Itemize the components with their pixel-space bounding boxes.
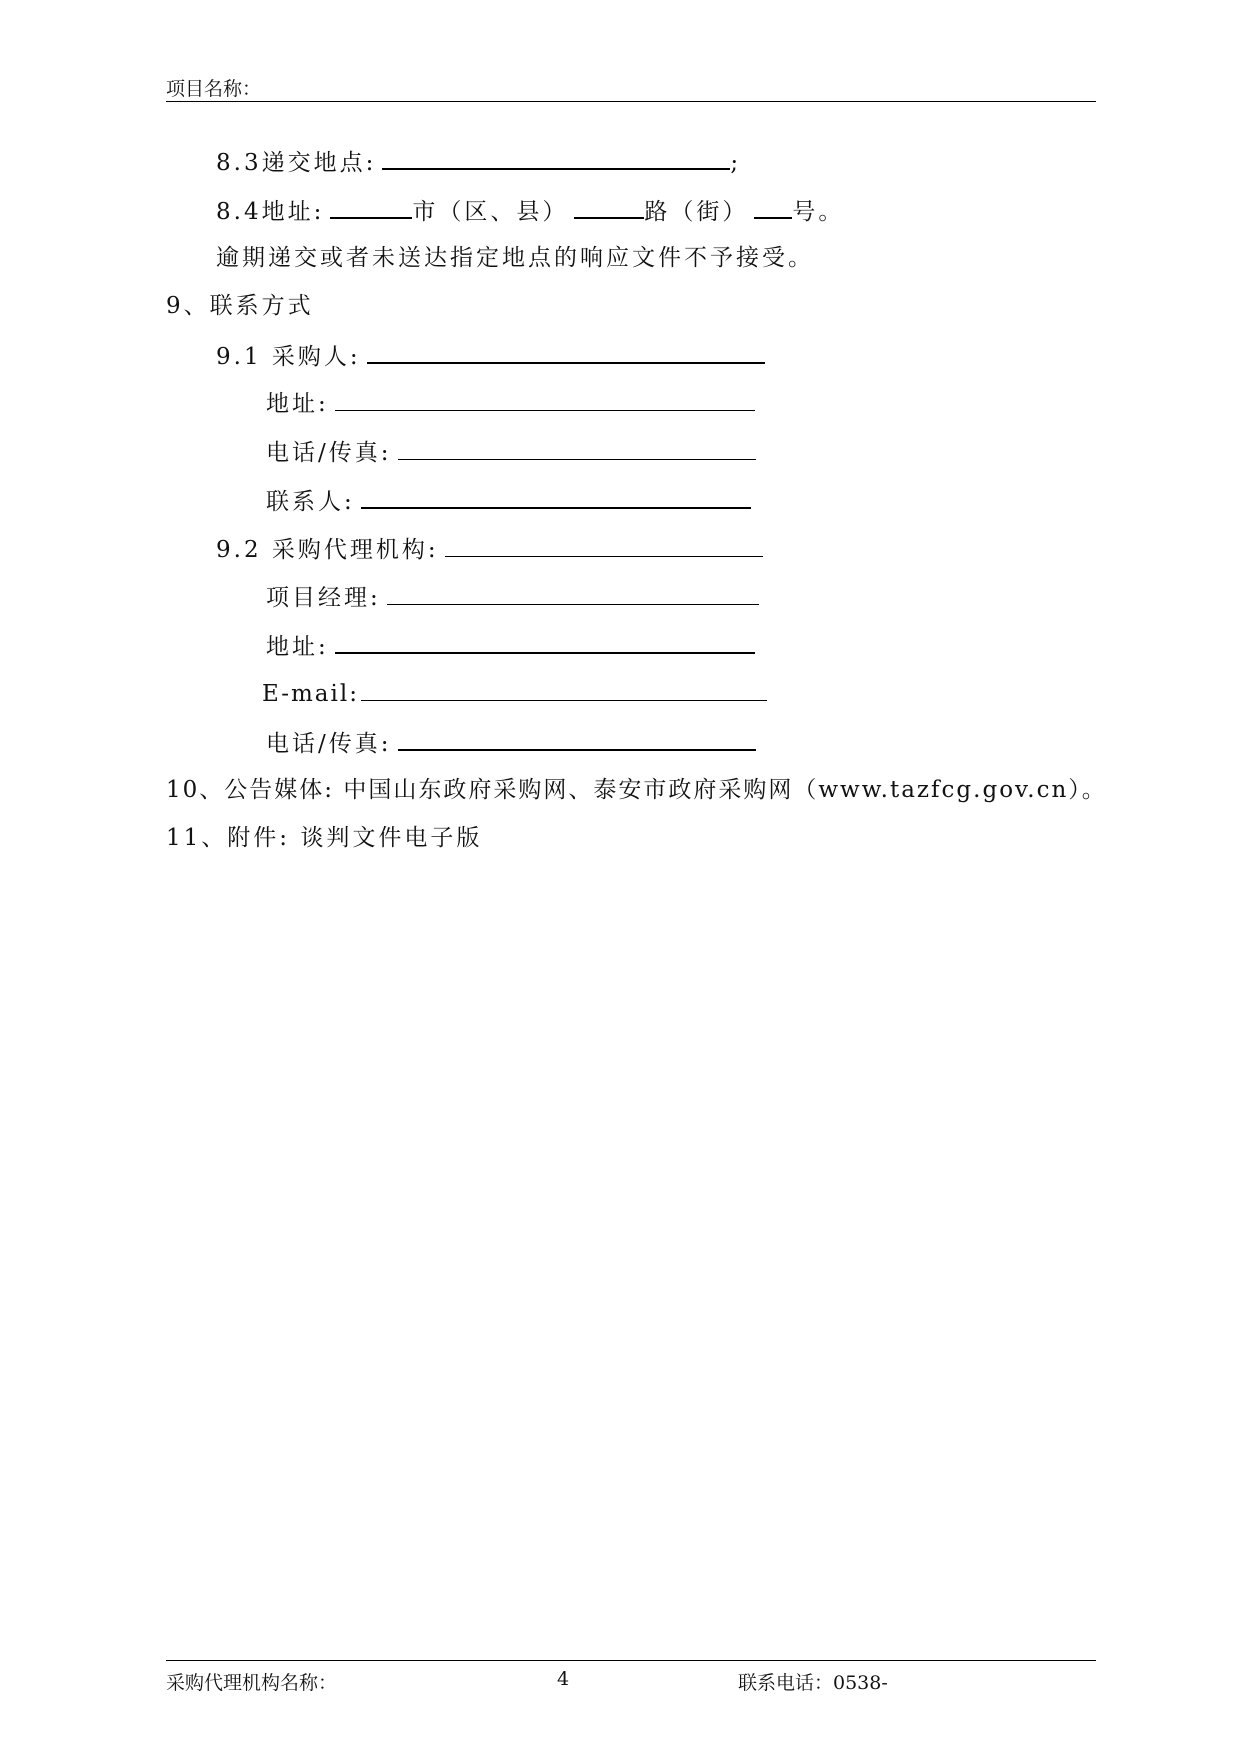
agency-phone-fax (266, 727, 756, 759)
purchaser-address-label: 地址: (266, 391, 329, 417)
number-label: 号。 (792, 199, 845, 225)
footer-agency-name: 采购代理机构名称： (166, 1672, 338, 1694)
header-project-name: 项目名称： (166, 78, 262, 100)
city-blank[interactable] (330, 195, 412, 219)
item-8-3 (216, 146, 741, 178)
header-rule (166, 101, 1096, 102)
purchaser-phone-fax-blank[interactable] (398, 437, 756, 460)
item-9-2 (216, 534, 763, 565)
purchaser-address (266, 388, 755, 419)
section-11-attachment: 11、附件: 谈判文件电子版 (166, 825, 483, 851)
agency-pm (266, 582, 759, 613)
purchaser-label: 9.1 采购人: (216, 344, 361, 370)
item-9-1 (216, 340, 765, 372)
page-number: 4 (557, 1668, 570, 1690)
item-8-4-label: 8.4地址: (216, 199, 325, 225)
agency-address (266, 630, 755, 662)
agency-pm-label: 项目经理: (266, 585, 381, 611)
agency-blank[interactable] (445, 534, 763, 557)
late-note: 逾期递交或者未送达指定地点的响应文件不予接受。 (216, 245, 814, 271)
purchaser-contact (266, 485, 751, 517)
section-10-media: 10、公告媒体: 中国山东政府采购网、泰安市政府采购网（www.tazfcg.gov.cn）。 (166, 777, 1107, 803)
agency-phone-fax-blank[interactable] (398, 727, 756, 751)
footer-phone: 联系电话：0538- (738, 1672, 888, 1694)
road-blank[interactable] (574, 195, 644, 219)
agency-pm-blank[interactable] (387, 582, 759, 605)
purchaser-phone-fax (266, 437, 756, 468)
item-8-4 (216, 195, 844, 227)
agency-label: 9.2 采购代理机构: (216, 537, 439, 563)
agency-address-blank[interactable] (335, 630, 755, 654)
footer-rule (166, 1660, 1096, 1661)
purchaser-blank[interactable] (367, 340, 765, 364)
agency-phone-fax-label: 电话/传真: (266, 731, 392, 757)
section-9-title: 9、联系方式 (166, 293, 314, 319)
item-8-3-tail: ; (730, 150, 742, 176)
item-8-3-label: 8.3递交地点: (216, 150, 377, 176)
purchaser-contact-label: 联系人: (266, 489, 355, 515)
purchaser-phone-fax-label: 电话/传真: (266, 440, 392, 466)
agency-email-blank[interactable] (361, 678, 767, 701)
city-label: 市（区、县） (412, 199, 569, 225)
agency-email-label: E-mail: (262, 681, 359, 707)
purchaser-address-blank[interactable] (335, 388, 755, 411)
purchaser-contact-blank[interactable] (361, 485, 751, 509)
agency-email (262, 678, 767, 709)
road-label: 路（街） (644, 199, 749, 225)
number-blank[interactable] (754, 195, 792, 219)
delivery-location-blank[interactable] (382, 146, 730, 170)
agency-address-label: 地址: (266, 634, 329, 660)
